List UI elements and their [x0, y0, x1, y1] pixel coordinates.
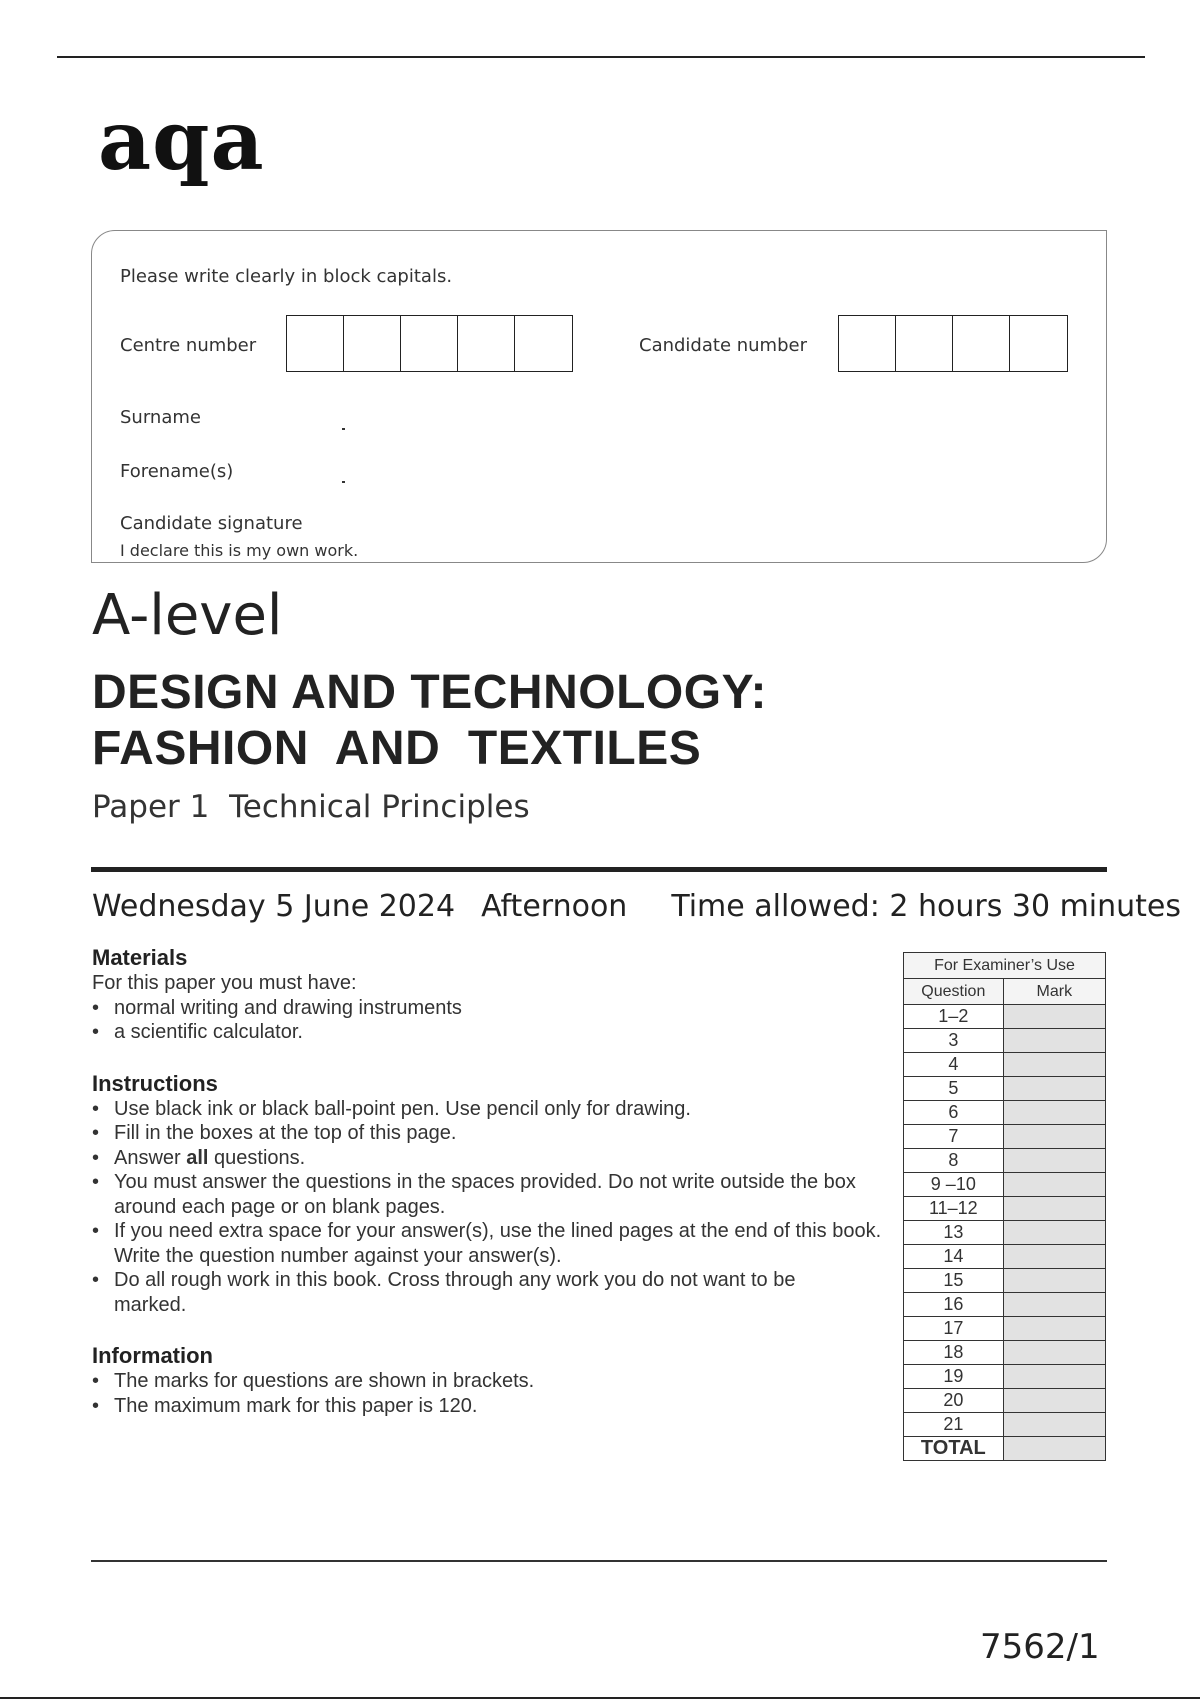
- mark-cell: [1003, 1005, 1105, 1029]
- bullet-icon: •: [92, 1021, 100, 1043]
- list-item: • You must answer the questions in the spaces provided. Do not write outside the box around each page or on blank pages.: [92, 1171, 856, 1218]
- question-number: 1–2: [904, 1005, 1004, 1029]
- question-number: 14: [904, 1245, 1004, 1269]
- exam-session: Afternoon: [481, 889, 628, 924]
- list-item: • The maximum mark for this paper is 120.: [92, 1394, 478, 1417]
- examiner-table-title: For Examiner’s Use: [904, 953, 1106, 979]
- qualification-level: A-level: [92, 583, 283, 648]
- question-number: 20: [904, 1389, 1004, 1413]
- forenames-label: Forename(s): [120, 461, 234, 482]
- table-row: [904, 1101, 1106, 1125]
- forenames-field[interactable]: [342, 481, 345, 483]
- table-row: [904, 1245, 1106, 1269]
- centre-number-cell[interactable]: [287, 316, 344, 371]
- centre-number-cell[interactable]: [344, 316, 401, 371]
- question-number: 17: [904, 1317, 1004, 1341]
- question-number: 21: [904, 1413, 1004, 1437]
- mark-cell: [1003, 1125, 1105, 1149]
- mark-cell: [1003, 1149, 1105, 1173]
- centre-number-boxes[interactable]: [286, 315, 573, 372]
- emphasis-all: all: [186, 1146, 209, 1169]
- table-row: [904, 1149, 1106, 1173]
- table-row: [904, 1053, 1106, 1077]
- signature-label: Candidate signature: [120, 513, 303, 534]
- mark-cell: [1003, 1077, 1105, 1101]
- question-number: 3: [904, 1029, 1004, 1053]
- subject-title-line-2: FASHION AND TEXTILES: [92, 722, 702, 775]
- surname-field[interactable]: [342, 428, 345, 430]
- list-item: • normal writing and drawing instruments: [92, 996, 462, 1019]
- mark-cell: [1003, 1029, 1105, 1053]
- table-row: [904, 1365, 1106, 1389]
- centre-number-cell[interactable]: [458, 316, 515, 371]
- mark-cell: [1003, 1173, 1105, 1197]
- aqa-logo: aqa: [98, 93, 265, 189]
- question-number: 6: [904, 1101, 1004, 1125]
- mark-cell: [1003, 1197, 1105, 1221]
- bullet-icon: •: [92, 1220, 100, 1242]
- candidate-number-cell[interactable]: [953, 316, 1010, 371]
- question-column-header: Question: [904, 979, 1004, 1005]
- table-row: [904, 1317, 1106, 1341]
- table-row: [904, 1389, 1106, 1413]
- examiner-use-table: [903, 952, 1106, 1461]
- question-number: 5: [904, 1077, 1004, 1101]
- mark-column-header: Mark: [1003, 979, 1105, 1005]
- candidate-number-label: Candidate number: [639, 335, 807, 356]
- table-row: [904, 1005, 1106, 1029]
- table-row: [904, 1173, 1106, 1197]
- mark-cell: [1003, 1269, 1105, 1293]
- table-row: [904, 1029, 1106, 1053]
- bullet-icon: •: [92, 1370, 100, 1392]
- header-divider: [91, 867, 1107, 872]
- mark-cell: [1003, 1293, 1105, 1317]
- surname-label: Surname: [120, 407, 201, 428]
- bullet-icon: •: [92, 1394, 100, 1417]
- mark-cell: [1003, 1341, 1105, 1365]
- information-heading: Information: [92, 1343, 213, 1368]
- candidate-number-boxes[interactable]: [838, 315, 1068, 372]
- mark-cell: [1003, 1245, 1105, 1269]
- mark-cell: [1003, 1365, 1105, 1389]
- question-number: 16: [904, 1293, 1004, 1317]
- list-item: • The marks for questions are shown in brackets.: [92, 1370, 535, 1392]
- mark-cell: [1003, 1053, 1105, 1077]
- lower-rule: [91, 1560, 1107, 1562]
- list-item: • Use black ink or black ball-point pen. Use pencil only for drawing.: [92, 1097, 691, 1120]
- exam-date: Wednesday 5 June 2024: [92, 889, 456, 924]
- list-item: • a scientific calculator.: [92, 1021, 303, 1043]
- bullet-icon: •: [92, 1269, 100, 1291]
- question-number: 4: [904, 1053, 1004, 1077]
- table-row: [904, 1077, 1106, 1101]
- table-row: [904, 1341, 1106, 1365]
- table-row: [904, 1125, 1106, 1149]
- table-row: [904, 1413, 1106, 1437]
- centre-number-cell[interactable]: [515, 316, 572, 371]
- bullet-icon: •: [92, 1171, 100, 1193]
- mark-cell: [1003, 1389, 1105, 1413]
- centre-number-label: Centre number: [120, 335, 257, 356]
- question-number: 8: [904, 1149, 1004, 1173]
- question-number: 13: [904, 1221, 1004, 1245]
- instructions-heading: Instructions: [92, 1070, 218, 1096]
- paper-title: Paper 1 Technical Principles: [92, 789, 530, 825]
- list-item: • Answer all questions.: [92, 1146, 306, 1169]
- candidate-number-cell[interactable]: [839, 316, 896, 371]
- question-number: 9 –10: [904, 1173, 1004, 1197]
- question-number: 7: [904, 1125, 1004, 1149]
- block-capitals-instruction: Please write clearly in block capitals.: [120, 266, 453, 287]
- declaration-text: I declare this is my own work.: [120, 541, 359, 560]
- bullet-icon: •: [92, 996, 100, 1019]
- bullet-icon: •: [92, 1122, 100, 1144]
- centre-number-cell[interactable]: [401, 316, 458, 371]
- exam-date-line: [92, 890, 1181, 923]
- question-number: 18: [904, 1341, 1004, 1365]
- mark-cell: [1003, 1317, 1105, 1341]
- candidate-number-cell[interactable]: [1010, 316, 1067, 371]
- bullet-icon: •: [92, 1146, 100, 1169]
- top-rule: [57, 56, 1145, 58]
- bullet-icon: •: [92, 1097, 100, 1120]
- materials-list: [92, 996, 882, 1045]
- table-row: [904, 1197, 1106, 1221]
- time-allowed: Time allowed: 2 hours 30 minutes: [671, 889, 1182, 924]
- table-row: [904, 1293, 1106, 1317]
- list-item: • Fill in the boxes at the top of this page.: [92, 1122, 457, 1144]
- question-number: 11–12: [904, 1197, 1004, 1221]
- mark-cell: [1003, 1101, 1105, 1125]
- materials-heading: Materials: [92, 945, 188, 970]
- question-number: 15: [904, 1269, 1004, 1293]
- list-item: • If you need extra space for your answer(s), use the lined pages at the end of this book. Write the question number against your answer(s).: [92, 1220, 882, 1267]
- question-number: 19: [904, 1365, 1004, 1389]
- subject-title-line-1: DESIGN AND TECHNOLOGY:: [92, 666, 768, 719]
- list-item: • Do all rough work in this book. Cross through any work you do not want to be marked.: [92, 1269, 796, 1316]
- mark-cell: [1003, 1413, 1105, 1437]
- total-mark-cell: [1003, 1437, 1105, 1461]
- bottom-rule: [0, 1697, 1200, 1699]
- total-row: [904, 1437, 1106, 1461]
- instructions-list: [92, 1097, 882, 1318]
- table-row: [904, 1269, 1106, 1293]
- exam-information: [92, 945, 882, 1418]
- table-row: [904, 1221, 1106, 1245]
- subject-title: [92, 665, 767, 777]
- materials-intro: For this paper you must have:: [92, 972, 357, 994]
- paper-code: 7562/1: [980, 1627, 1100, 1667]
- mark-cell: [1003, 1221, 1105, 1245]
- candidate-number-cell[interactable]: [896, 316, 953, 371]
- information-list: [92, 1369, 882, 1418]
- total-label: TOTAL: [904, 1437, 1004, 1461]
